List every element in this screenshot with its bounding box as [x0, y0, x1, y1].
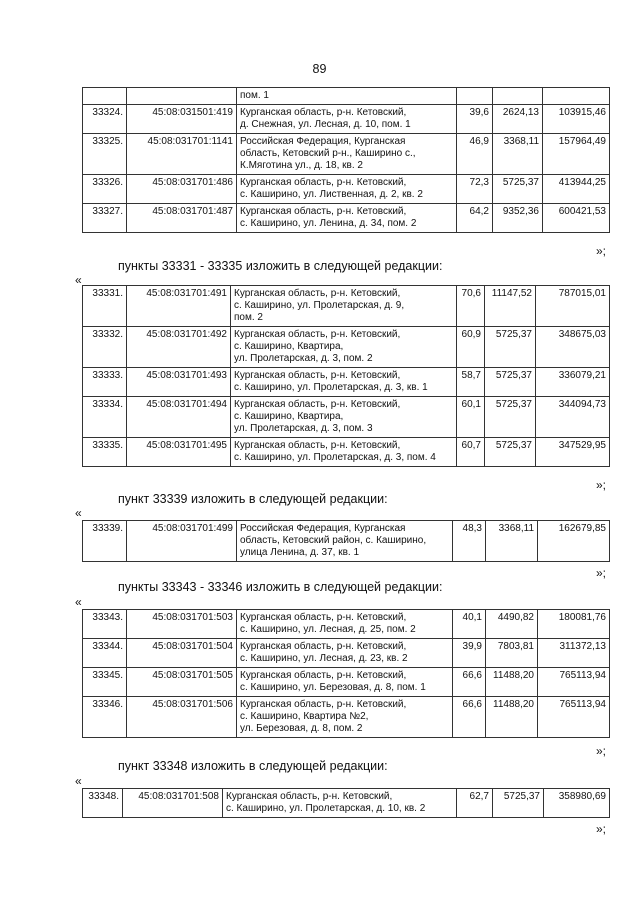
total-value-cell: 787015,01 — [536, 286, 610, 327]
cadastral-number-cell: 45:08:031701:492 — [127, 327, 231, 368]
total-value-cell: 600421,53 — [543, 204, 610, 233]
table-row — [83, 368, 610, 397]
row-number-cell: 33327. — [83, 204, 127, 233]
cadastral-number-cell: 45:08:031701:486 — [127, 175, 237, 204]
area-cell: 70,6 — [457, 286, 485, 327]
cadastral-number-cell: 45:08:031701:493 — [127, 368, 231, 397]
section-heading: пункт 33348 изложить в следующей редакции: — [118, 759, 388, 773]
closing-mark: »; — [596, 566, 607, 580]
cadastral-number-cell: 45:08:031701:499 — [127, 521, 237, 562]
page-number: 89 — [312, 62, 327, 76]
address-cell: Курганская область, р-н. Кетовский, с. Каширино, ул. Лиственная, д. 2, кв. 2 — [237, 175, 457, 204]
price-cell: 5725,37 — [493, 789, 544, 818]
total-value-cell: 157964,49 — [543, 134, 610, 175]
opening-quote: « — [75, 506, 82, 520]
cadastral-number-cell: 45:08:031701:505 — [127, 668, 237, 697]
section-heading: пункты 33331 - 33335 изложить в следующей редакции: — [118, 259, 443, 273]
row-number-cell: 33325. — [83, 134, 127, 175]
row-number-cell: 33332. — [83, 327, 127, 368]
address-cell: Курганская область, р-н. Кетовский, с. Каширино, Квартира, ул. Пролетарская, д. 3, пом. 3 — [231, 397, 457, 438]
opening-quote: « — [75, 273, 82, 287]
area-cell: 39,6 — [457, 105, 493, 134]
row-number-cell: 33348. — [83, 789, 123, 818]
row-number-cell: 33326. — [83, 175, 127, 204]
address-cell: Российская Федерация, Курганская область, Кетовский район, с. Каширино, улица Ленина, д. 37, кв. 1 — [237, 521, 453, 562]
total-value-cell: 336079,21 — [536, 368, 610, 397]
row-number-cell: 33346. — [83, 697, 127, 738]
number-cell — [83, 88, 127, 105]
address-cell: Курганская область, р-н. Кетовский, с. Каширино, ул. Ленина, д. 34, пом. 2 — [237, 204, 457, 233]
row-number-cell: 33333. — [83, 368, 127, 397]
opening-quote: « — [75, 774, 82, 788]
registry-table — [82, 788, 610, 818]
closing-mark: »; — [596, 822, 607, 836]
row-number-cell: 33339. — [83, 521, 127, 562]
total-cell — [543, 88, 610, 105]
table-row — [83, 610, 610, 639]
cadastral-number-cell: 45:08:031701:487 — [127, 204, 237, 233]
area-cell: 60,1 — [457, 397, 485, 438]
table-row — [83, 697, 610, 738]
area-cell — [457, 88, 493, 105]
price-cell: 5725,37 — [493, 175, 543, 204]
address-cell: Курганская область, р-н. Кетовский, с. Каширино, Квартира, ул. Пролетарская, д. 3, пом. 2 — [231, 327, 457, 368]
total-value-cell: 347529,95 — [536, 438, 610, 467]
area-cell: 60,7 — [457, 438, 485, 467]
cadastral-cell — [127, 88, 237, 105]
cadastral-number-cell: 45:08:031701:1141 — [127, 134, 237, 175]
address-cell: Курганская область, р-н. Кетовский, с. Каширино, ул. Лесная, д. 23, кв. 2 — [237, 639, 453, 668]
price-cell: 11488,20 — [486, 668, 538, 697]
area-cell: 40,1 — [453, 610, 486, 639]
address-cell: Курганская область, р-н. Кетовский, д. Снежная, ул. Лесная, д. 10, пом. 1 — [237, 105, 457, 134]
address-cell: Курганская область, р-н. Кетовский, с. Каширино, ул. Пролетарская, д. 9, пом. 2 — [231, 286, 457, 327]
price-cell — [493, 88, 543, 105]
row-number-cell: 33344. — [83, 639, 127, 668]
price-cell: 5725,37 — [485, 397, 536, 438]
area-cell: 58,7 — [457, 368, 485, 397]
closing-mark: »; — [596, 744, 607, 758]
cadastral-number-cell: 45:08:031701:504 — [127, 639, 237, 668]
area-cell: 39,9 — [453, 639, 486, 668]
total-value-cell: 765113,94 — [538, 668, 610, 697]
registry-table — [82, 285, 610, 467]
total-value-cell: 344094,73 — [536, 397, 610, 438]
price-cell: 5725,37 — [485, 327, 536, 368]
table-row — [83, 175, 610, 204]
total-value-cell: 358980,69 — [544, 789, 610, 818]
row-number-cell: 33331. — [83, 286, 127, 327]
area-cell: 66,6 — [453, 668, 486, 697]
table-row — [83, 521, 610, 562]
price-cell: 7803,81 — [486, 639, 538, 668]
table-row — [83, 134, 610, 175]
price-cell: 11488,20 — [486, 697, 538, 738]
address-cell: Курганская область, р-н. Кетовский, с. Каширино, ул. Пролетарская, д. 3, пом. 4 — [231, 438, 457, 467]
price-cell: 3368,11 — [493, 134, 543, 175]
closing-mark: »; — [596, 478, 607, 492]
opening-quote: « — [75, 595, 82, 609]
total-value-cell: 162679,85 — [538, 521, 610, 562]
address-cell: Курганская область, р-н. Кетовский, с. Каширино, ул. Лесная, д. 25, пом. 2 — [237, 610, 453, 639]
cadastral-number-cell: 45:08:031701:503 — [127, 610, 237, 639]
price-cell: 5725,37 — [485, 368, 536, 397]
registry-table-continued — [82, 87, 610, 233]
total-value-cell: 413944,25 — [543, 175, 610, 204]
price-cell: 4490,82 — [486, 610, 538, 639]
table-row — [83, 286, 610, 327]
table-row — [83, 88, 610, 105]
table-row — [83, 327, 610, 368]
address-cell: Курганская область, р-н. Кетовский, с. Каширино, ул. Березовая, д. 8, пом. 1 — [237, 668, 453, 697]
area-cell: 72,3 — [457, 175, 493, 204]
address-cell: Курганская область, р-н. Кетовский, с. Каширино, ул. Пролетарская, д. 10, кв. 2 — [223, 789, 457, 818]
section-heading: пункт 33339 изложить в следующей редакции: — [118, 492, 388, 506]
total-value-cell: 103915,46 — [543, 105, 610, 134]
cadastral-number-cell: 45:08:031701:491 — [127, 286, 231, 327]
row-number-cell: 33343. — [83, 610, 127, 639]
address-cell: Российская Федерация, Курганская область, Кетовский р-н., Каширино с., К.Мяготина ул., д. 18, кв. 2 — [237, 134, 457, 175]
area-cell: 66,6 — [453, 697, 486, 738]
table-row — [83, 397, 610, 438]
total-value-cell: 348675,03 — [536, 327, 610, 368]
price-cell: 9352,36 — [493, 204, 543, 233]
area-cell: 46,9 — [457, 134, 493, 175]
table-row — [83, 204, 610, 233]
cadastral-number-cell: 45:08:031701:494 — [127, 397, 231, 438]
address-cell: Курганская область, р-н. Кетовский, с. Каширино, Квартира №2, ул. Березовая, д. 8, пом. 2 — [237, 697, 453, 738]
row-number-cell: 33345. — [83, 668, 127, 697]
area-cell: 62,7 — [457, 789, 493, 818]
area-cell: 60,9 — [457, 327, 485, 368]
row-number-cell: 33334. — [83, 397, 127, 438]
area-cell: 64,2 — [457, 204, 493, 233]
address-cell: пом. 1 — [237, 88, 457, 105]
table-row — [83, 789, 610, 818]
address-cell: Курганская область, р-н. Кетовский, с. Каширино, ул. Пролетарская, д. 3, кв. 1 — [231, 368, 457, 397]
row-number-cell: 33335. — [83, 438, 127, 467]
table-row — [83, 639, 610, 668]
table-row — [83, 668, 610, 697]
price-cell: 3368,11 — [486, 521, 538, 562]
total-value-cell: 765113,94 — [538, 697, 610, 738]
price-cell: 5725,37 — [485, 438, 536, 467]
registry-table — [82, 520, 610, 562]
total-value-cell: 311372,13 — [538, 639, 610, 668]
closing-mark: »; — [596, 244, 607, 258]
cadastral-number-cell: 45:08:031501:419 — [127, 105, 237, 134]
area-cell: 48,3 — [453, 521, 486, 562]
cadastral-number-cell: 45:08:031701:495 — [127, 438, 231, 467]
cadastral-number-cell: 45:08:031701:506 — [127, 697, 237, 738]
registry-table — [82, 609, 610, 738]
price-cell: 2624,13 — [493, 105, 543, 134]
table-row — [83, 438, 610, 467]
table-row — [83, 105, 610, 134]
price-cell: 11147,52 — [485, 286, 536, 327]
total-value-cell: 180081,76 — [538, 610, 610, 639]
row-number-cell: 33324. — [83, 105, 127, 134]
section-heading: пункты 33343 - 33346 изложить в следующей редакции: — [118, 580, 443, 594]
cadastral-number-cell: 45:08:031701:508 — [123, 789, 223, 818]
